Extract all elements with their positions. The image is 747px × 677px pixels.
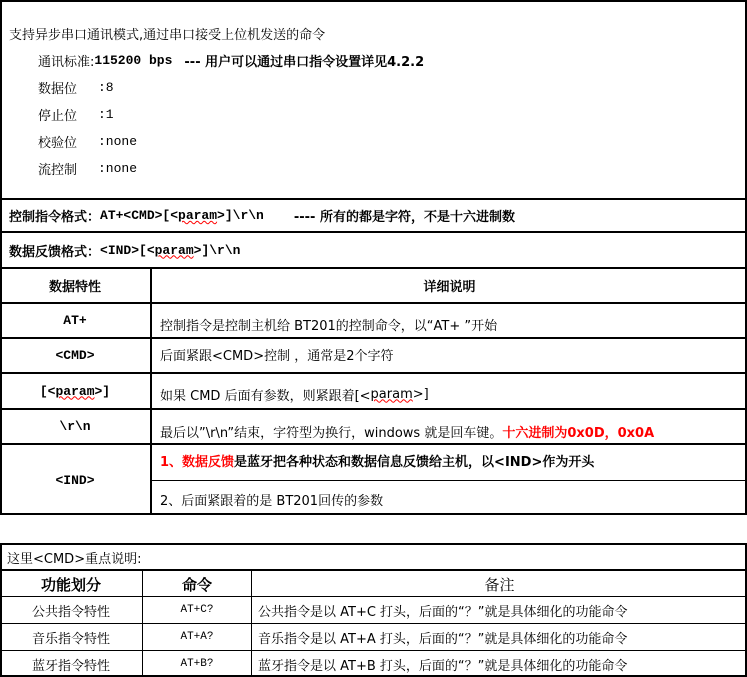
row-key: \r\n: [59, 419, 91, 434]
baud-value: 115200 bps: [94, 52, 173, 68]
row-desc: 最后以”\r\n”结束，字符型为换行，windows 就是回车键。 十六进制为0x0D，0x0A: [160, 425, 655, 441]
row-desc: 2、后面紧跟着的是 BT201回传的参数: [160, 493, 384, 509]
baud-line: [38, 49, 424, 71]
row-key: AT+: [63, 313, 87, 328]
param-row: 数据位 :8: [38, 79, 114, 97]
row-desc: 控制指令是控制主机给 BT201的控制命令，以“AT+ ”开始: [160, 318, 498, 334]
baud-label: 通讯标准:: [38, 54, 95, 70]
row-desc: 如果 CMD 后面有参数，则紧跟着[< param >]: [160, 386, 429, 404]
cmd-table-title: 这里<CMD>重点说明:: [7, 551, 142, 567]
row-desc: 1、数据反馈 是蓝牙把各种状态和数据信息反馈给主机，以<IND>作为开头: [160, 454, 595, 470]
header-command: 命令: [181, 575, 212, 594]
command-cell: AT+B?: [180, 658, 214, 670]
divider: [151, 480, 747, 481]
note-cell: 公共指令是以 AT+C 打头，后面的“？”就是具体细化的功能命令: [258, 604, 628, 620]
header-feature: 数据特性: [48, 280, 101, 295]
feedback-format: 数据反馈格式： <IND>[< param >]\r\n: [9, 242, 241, 260]
header-note: 备注: [484, 575, 515, 594]
header-description: 详细说明: [423, 280, 476, 295]
note-cell: 蓝牙指令是以 AT+B 打头，后面的“？”就是具体细化的功能命令: [258, 658, 628, 674]
row-desc: 后面紧跟<CMD>控制 ，通常是2个字符: [160, 348, 394, 364]
row-key: [< param >]: [39, 383, 111, 399]
baud-note: --- 用户可以通过串口指令设置详见4.2.2: [184, 54, 425, 70]
command-cell: AT+A?: [180, 631, 214, 643]
control-format: 控制指令格式： AT+<CMD>[< param >]\r\n ---- 所有的都是字符，不是十六进制数: [9, 208, 515, 225]
param-row: 流控制 :none: [38, 160, 138, 178]
param-row: 停止位 :1: [38, 106, 114, 124]
note-cell: 音乐指令是以 AT+A 打头，后面的“？”就是具体细化的功能命令: [258, 631, 628, 647]
category-cell: 公共指令特性: [31, 604, 110, 620]
category-cell: 蓝牙指令特性: [31, 658, 110, 674]
row-key: <IND>: [55, 472, 95, 488]
intro-title: 支持异步串口通讯模式,通过串口接受上位机发送的命令: [9, 27, 326, 43]
category-cell: 音乐指令特性: [31, 631, 110, 647]
row-key: <CMD>: [55, 348, 95, 363]
divider: [150, 267, 152, 515]
header-category: 功能划分: [40, 575, 101, 594]
command-cell: AT+C?: [180, 604, 214, 616]
param-row: 校验位 :none: [38, 133, 138, 151]
